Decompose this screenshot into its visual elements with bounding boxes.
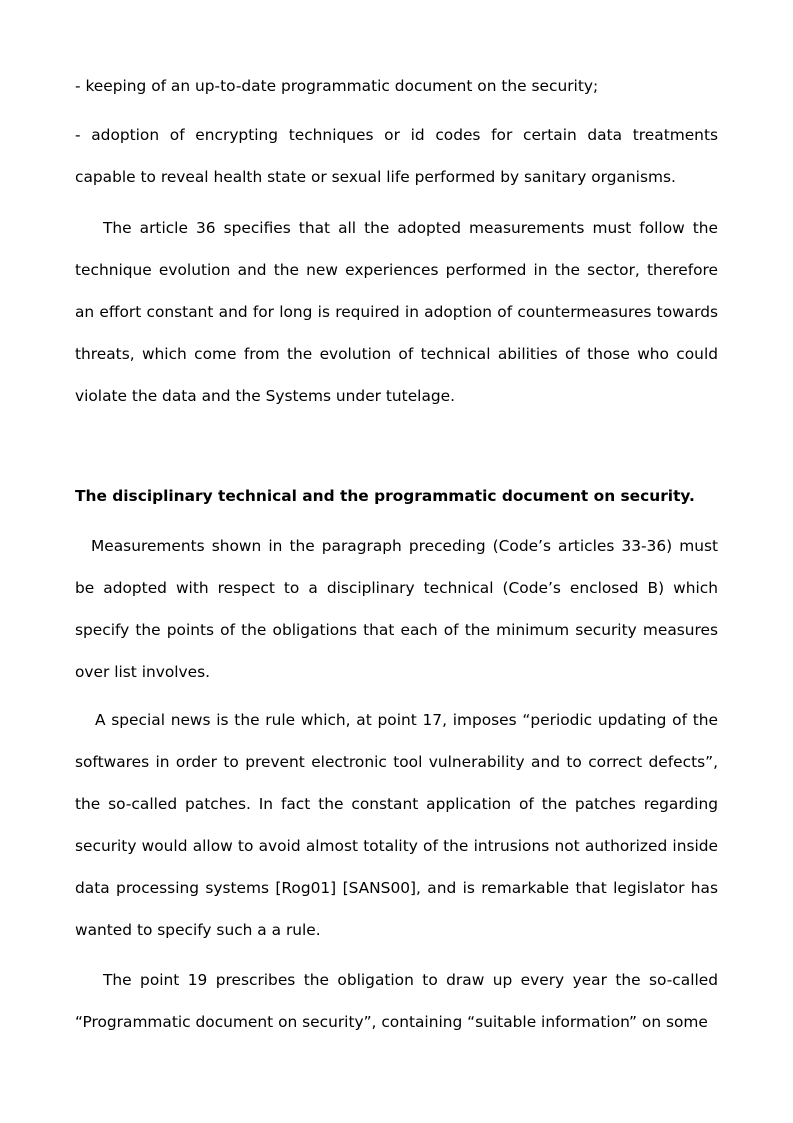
paragraph-measurements: Measurements shown in the paragraph preceding (Code’s articles 33-36) must be adopted with respect to a disciplinary technical (Code’s enclosed B) which specify the points of the obligations that each of the minimum security measures over list involves.: [75, 537, 718, 681]
paragraph-article-36: The article 36 specifies that all the adopted measurements must follow the technique evolution and the new experiences performed in the sector, therefore an effort constant and for long is required in adoption of countermeasures towards threats, which come from the evolution of technical abilities of those who could violate the data and the Systems under tutelage.: [75, 219, 718, 405]
bullet-encrypting-techniques: - adoption of encrypting techniques or id codes for certain data treatments capable to reveal health state or sexual life performed by sanitary organisms.: [75, 126, 718, 186]
section-heading: The disciplinary technical and the programmatic document on security.: [75, 487, 695, 505]
bullet-programmatic-document: - keeping of an up-to-date programmatic document on the security;: [75, 77, 599, 95]
paragraph-point-19: The point 19 prescribes the obligation to draw up every year the so-called “Programmatic document on security”, containing “suitable information” on some: [75, 971, 718, 1031]
paragraph-special-news: A special news is the rule which, at point 17, imposes “periodic updating of the softwares in order to prevent electronic tool vulnerability and to correct defects”, the so-called patches. In fact the constant application of the patches regarding security would allow to avoid almost totality of the intrusions not authorized inside data processing systems [Rog01] [SANS00], and is remarkable that legislator has wanted to specify such a a rule.: [75, 711, 718, 939]
